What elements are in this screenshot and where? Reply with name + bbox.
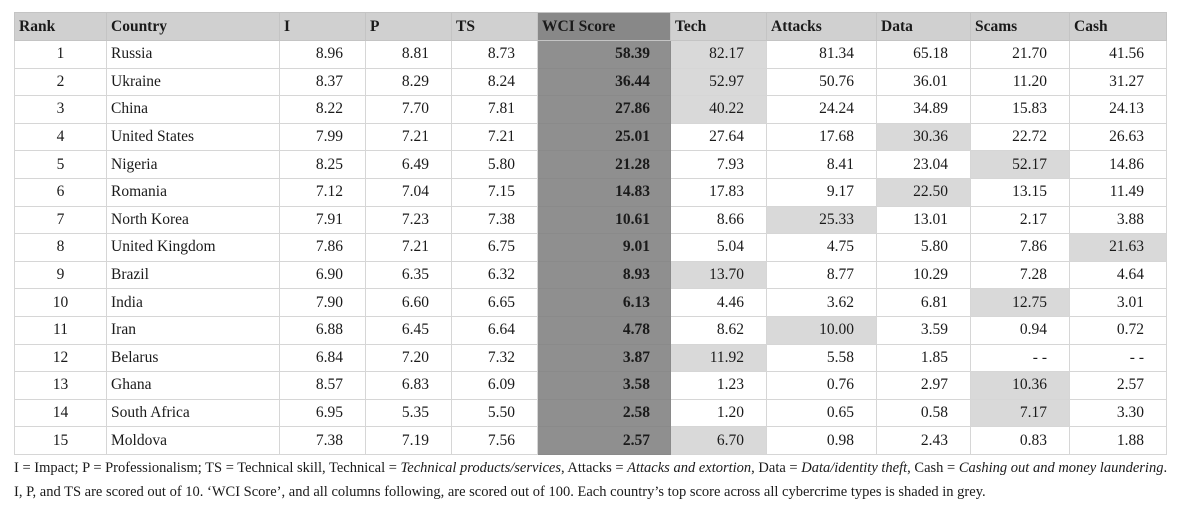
cell-wci-score: 2.58 <box>538 399 671 427</box>
table-row <box>15 316 1167 344</box>
cell-data: 2.97 <box>877 372 971 400</box>
cell-data: 3.59 <box>877 316 971 344</box>
cell-professionalism: 7.23 <box>366 206 452 234</box>
cell-country: Nigeria <box>107 151 280 179</box>
header-scams: Scams <box>971 13 1070 41</box>
cell-attacks: 0.76 <box>767 372 877 400</box>
cell-technical-skill: 6.64 <box>452 316 538 344</box>
cell-technical-skill: 6.32 <box>452 261 538 289</box>
table-row <box>15 372 1167 400</box>
cell-rank: 14 <box>15 399 107 427</box>
cell-rank: 8 <box>15 234 107 262</box>
cell-professionalism: 8.81 <box>366 41 452 69</box>
cell-wci-score: 36.44 <box>538 68 671 96</box>
cell-wci-score: 10.61 <box>538 206 671 234</box>
cell-wci-score: 4.78 <box>538 316 671 344</box>
cell-professionalism: 6.45 <box>366 316 452 344</box>
cell-cash: 2.57 <box>1070 372 1167 400</box>
cell-impact: 7.91 <box>280 206 366 234</box>
cell-data: 30.36 <box>877 123 971 151</box>
cell-professionalism: 8.29 <box>366 68 452 96</box>
cell-scams: 22.72 <box>971 123 1070 151</box>
cell-scams: 21.70 <box>971 41 1070 69</box>
cell-scams: 12.75 <box>971 289 1070 317</box>
cell-technical-skill: 5.80 <box>452 151 538 179</box>
cell-country: Russia <box>107 41 280 69</box>
cell-data: 22.50 <box>877 178 971 206</box>
table-row <box>15 123 1167 151</box>
cell-country: India <box>107 289 280 317</box>
cell-impact: 7.90 <box>280 289 366 317</box>
footnote-text: , Attacks = <box>560 460 628 476</box>
cell-cash: 31.27 <box>1070 68 1167 96</box>
cell-attacks: 0.98 <box>767 427 877 455</box>
cell-professionalism: 6.49 <box>366 151 452 179</box>
cell-wci-score: 3.58 <box>538 372 671 400</box>
cell-wci-score: 8.93 <box>538 261 671 289</box>
cell-attacks: 0.65 <box>767 399 877 427</box>
cell-wci-score: 25.01 <box>538 123 671 151</box>
cell-rank: 15 <box>15 427 107 455</box>
table-row <box>15 151 1167 179</box>
cell-attacks: 81.34 <box>767 41 877 69</box>
cell-rank: 4 <box>15 123 107 151</box>
cell-attacks: 8.41 <box>767 151 877 179</box>
footnote-italic-attacks: Attacks and extortion <box>627 460 752 476</box>
cell-wci-score: 9.01 <box>538 234 671 262</box>
cell-country: China <box>107 96 280 124</box>
cell-scams: 15.83 <box>971 96 1070 124</box>
cell-professionalism: 7.21 <box>366 123 452 151</box>
cell-impact: 8.37 <box>280 68 366 96</box>
cell-wci-score: 6.13 <box>538 289 671 317</box>
cell-scams: 0.83 <box>971 427 1070 455</box>
footnote-text: , Cash = <box>907 460 959 476</box>
cell-rank: 11 <box>15 316 107 344</box>
cell-rank: 2 <box>15 68 107 96</box>
cell-rank: 13 <box>15 372 107 400</box>
cell-professionalism: 7.21 <box>366 234 452 262</box>
cell-tech: 11.92 <box>671 344 767 372</box>
cell-tech: 8.66 <box>671 206 767 234</box>
cell-tech: 8.62 <box>671 316 767 344</box>
cell-cash: 14.86 <box>1070 151 1167 179</box>
table-row <box>15 234 1167 262</box>
table-row <box>15 261 1167 289</box>
cell-wci-score: 27.86 <box>538 96 671 124</box>
cell-professionalism: 5.35 <box>366 399 452 427</box>
cell-technical-skill: 6.75 <box>452 234 538 262</box>
cell-technical-skill: 7.15 <box>452 178 538 206</box>
cell-rank: 3 <box>15 96 107 124</box>
cell-cash: 3.30 <box>1070 399 1167 427</box>
table-row <box>15 96 1167 124</box>
cell-impact: 6.95 <box>280 399 366 427</box>
cell-impact: 8.96 <box>280 41 366 69</box>
cell-cash: 3.01 <box>1070 289 1167 317</box>
cell-technical-skill: 6.65 <box>452 289 538 317</box>
cell-attacks: 3.62 <box>767 289 877 317</box>
cell-tech: 4.46 <box>671 289 767 317</box>
cell-data: 23.04 <box>877 151 971 179</box>
footnote-italic-cash: Cashing out and money laundering <box>958 460 1164 476</box>
cell-attacks: 10.00 <box>767 316 877 344</box>
cell-country: Belarus <box>107 344 280 372</box>
header-country: Country <box>107 13 280 41</box>
cell-data: 5.80 <box>877 234 971 262</box>
cell-data: 13.01 <box>877 206 971 234</box>
table-row <box>15 427 1167 455</box>
cell-professionalism: 6.83 <box>366 372 452 400</box>
cell-attacks: 25.33 <box>767 206 877 234</box>
cell-wci-score: 14.83 <box>538 178 671 206</box>
cell-impact: 8.25 <box>280 151 366 179</box>
cell-country: Brazil <box>107 261 280 289</box>
cell-impact: 7.12 <box>280 178 366 206</box>
header-row <box>15 13 1167 41</box>
cell-technical-skill: 8.73 <box>452 41 538 69</box>
footnote-italic-tech: Technical products/services <box>400 460 561 476</box>
cell-data: 6.81 <box>877 289 971 317</box>
cell-professionalism: 7.20 <box>366 344 452 372</box>
header-rank: Rank <box>15 13 107 41</box>
cell-impact: 7.86 <box>280 234 366 262</box>
cell-country: United States <box>107 123 280 151</box>
cell-professionalism: 7.70 <box>366 96 452 124</box>
cell-tech: 52.97 <box>671 68 767 96</box>
header-technical-skill: TS <box>452 13 538 41</box>
cell-tech: 6.70 <box>671 427 767 455</box>
cell-technical-skill: 6.09 <box>452 372 538 400</box>
cell-attacks: 9.17 <box>767 178 877 206</box>
cell-country: Ghana <box>107 372 280 400</box>
cell-rank: 1 <box>15 41 107 69</box>
footnote-text: , Data = <box>751 460 802 476</box>
cell-country: Moldova <box>107 427 280 455</box>
cell-wci-score: 3.87 <box>538 344 671 372</box>
cell-tech: 17.83 <box>671 178 767 206</box>
cell-cash: 26.63 <box>1070 123 1167 151</box>
footnote-italic-data: Data/identity theft <box>801 460 908 476</box>
cell-data: 2.43 <box>877 427 971 455</box>
cell-scams: 7.86 <box>971 234 1070 262</box>
cell-technical-skill: 5.50 <box>452 399 538 427</box>
cell-technical-skill: 7.38 <box>452 206 538 234</box>
cell-impact: 8.57 <box>280 372 366 400</box>
cell-scams: - - <box>971 344 1070 372</box>
cell-rank: 6 <box>15 178 107 206</box>
table-row <box>15 344 1167 372</box>
cybercrime-index-table <box>14 12 1167 455</box>
cell-cash: 24.13 <box>1070 96 1167 124</box>
cell-scams: 10.36 <box>971 372 1070 400</box>
cell-country: Ukraine <box>107 68 280 96</box>
header-tech: Tech <box>671 13 767 41</box>
table-row <box>15 289 1167 317</box>
cell-scams: 2.17 <box>971 206 1070 234</box>
cell-impact: 6.84 <box>280 344 366 372</box>
cell-tech: 5.04 <box>671 234 767 262</box>
table-footnote <box>14 456 1174 504</box>
cell-cash: - - <box>1070 344 1167 372</box>
cell-data: 0.58 <box>877 399 971 427</box>
table-row <box>15 399 1167 427</box>
cell-attacks: 5.58 <box>767 344 877 372</box>
header-wci-score: WCI Score <box>538 13 671 41</box>
cell-rank: 7 <box>15 206 107 234</box>
cell-professionalism: 7.04 <box>366 178 452 206</box>
cell-scams: 7.17 <box>971 399 1070 427</box>
table-row <box>15 41 1167 69</box>
cell-scams: 11.20 <box>971 68 1070 96</box>
cell-data: 65.18 <box>877 41 971 69</box>
header-impact: I <box>280 13 366 41</box>
header-cash: Cash <box>1070 13 1167 41</box>
cell-professionalism: 7.19 <box>366 427 452 455</box>
cell-cash: 41.56 <box>1070 41 1167 69</box>
cell-cash: 11.49 <box>1070 178 1167 206</box>
cell-tech: 7.93 <box>671 151 767 179</box>
cell-attacks: 8.77 <box>767 261 877 289</box>
cell-scams: 13.15 <box>971 178 1070 206</box>
cell-rank: 9 <box>15 261 107 289</box>
cell-impact: 6.88 <box>280 316 366 344</box>
cell-wci-score: 58.39 <box>538 41 671 69</box>
cell-impact: 8.22 <box>280 96 366 124</box>
cell-cash: 3.88 <box>1070 206 1167 234</box>
cell-technical-skill: 8.24 <box>452 68 538 96</box>
cell-tech: 13.70 <box>671 261 767 289</box>
table-body <box>15 41 1167 455</box>
cell-tech: 82.17 <box>671 41 767 69</box>
cell-tech: 40.22 <box>671 96 767 124</box>
cell-technical-skill: 7.56 <box>452 427 538 455</box>
cell-country: United Kingdom <box>107 234 280 262</box>
table-row <box>15 68 1167 96</box>
cell-professionalism: 6.60 <box>366 289 452 317</box>
cell-country: Iran <box>107 316 280 344</box>
cell-cash: 21.63 <box>1070 234 1167 262</box>
cell-wci-score: 2.57 <box>538 427 671 455</box>
cell-attacks: 4.75 <box>767 234 877 262</box>
cell-country: South Africa <box>107 399 280 427</box>
cell-scams: 52.17 <box>971 151 1070 179</box>
cell-tech: 27.64 <box>671 123 767 151</box>
table-row <box>15 206 1167 234</box>
table-row <box>15 178 1167 206</box>
cell-attacks: 24.24 <box>767 96 877 124</box>
cell-impact: 6.90 <box>280 261 366 289</box>
cell-impact: 7.38 <box>280 427 366 455</box>
header-professionalism: P <box>366 13 452 41</box>
cell-country: Romania <box>107 178 280 206</box>
cell-rank: 5 <box>15 151 107 179</box>
header-attacks: Attacks <box>767 13 877 41</box>
cell-cash: 1.88 <box>1070 427 1167 455</box>
cell-cash: 0.72 <box>1070 316 1167 344</box>
cell-scams: 7.28 <box>971 261 1070 289</box>
cell-attacks: 50.76 <box>767 68 877 96</box>
cell-rank: 10 <box>15 289 107 317</box>
cell-country: North Korea <box>107 206 280 234</box>
cell-impact: 7.99 <box>280 123 366 151</box>
header-data: Data <box>877 13 971 41</box>
cell-attacks: 17.68 <box>767 123 877 151</box>
cell-data: 1.85 <box>877 344 971 372</box>
cell-technical-skill: 7.32 <box>452 344 538 372</box>
cell-data: 36.01 <box>877 68 971 96</box>
cell-scams: 0.94 <box>971 316 1070 344</box>
footnote-text: . I, P, and TS are scored out of 10. ‘WCI Score’, and all columns following, are scored out of 100. Each country’s top score across all cybercrime types is shaded in grey. <box>14 460 1168 500</box>
cell-rank: 12 <box>15 344 107 372</box>
cell-data: 34.89 <box>877 96 971 124</box>
cell-technical-skill: 7.21 <box>452 123 538 151</box>
footnote-text: I = Impact; P = Professionalism; TS = Technical skill, Technical = <box>14 460 401 476</box>
cell-tech: 1.20 <box>671 399 767 427</box>
cell-wci-score: 21.28 <box>538 151 671 179</box>
cell-professionalism: 6.35 <box>366 261 452 289</box>
cell-cash: 4.64 <box>1070 261 1167 289</box>
cell-technical-skill: 7.81 <box>452 96 538 124</box>
cell-tech: 1.23 <box>671 372 767 400</box>
cell-data: 10.29 <box>877 261 971 289</box>
